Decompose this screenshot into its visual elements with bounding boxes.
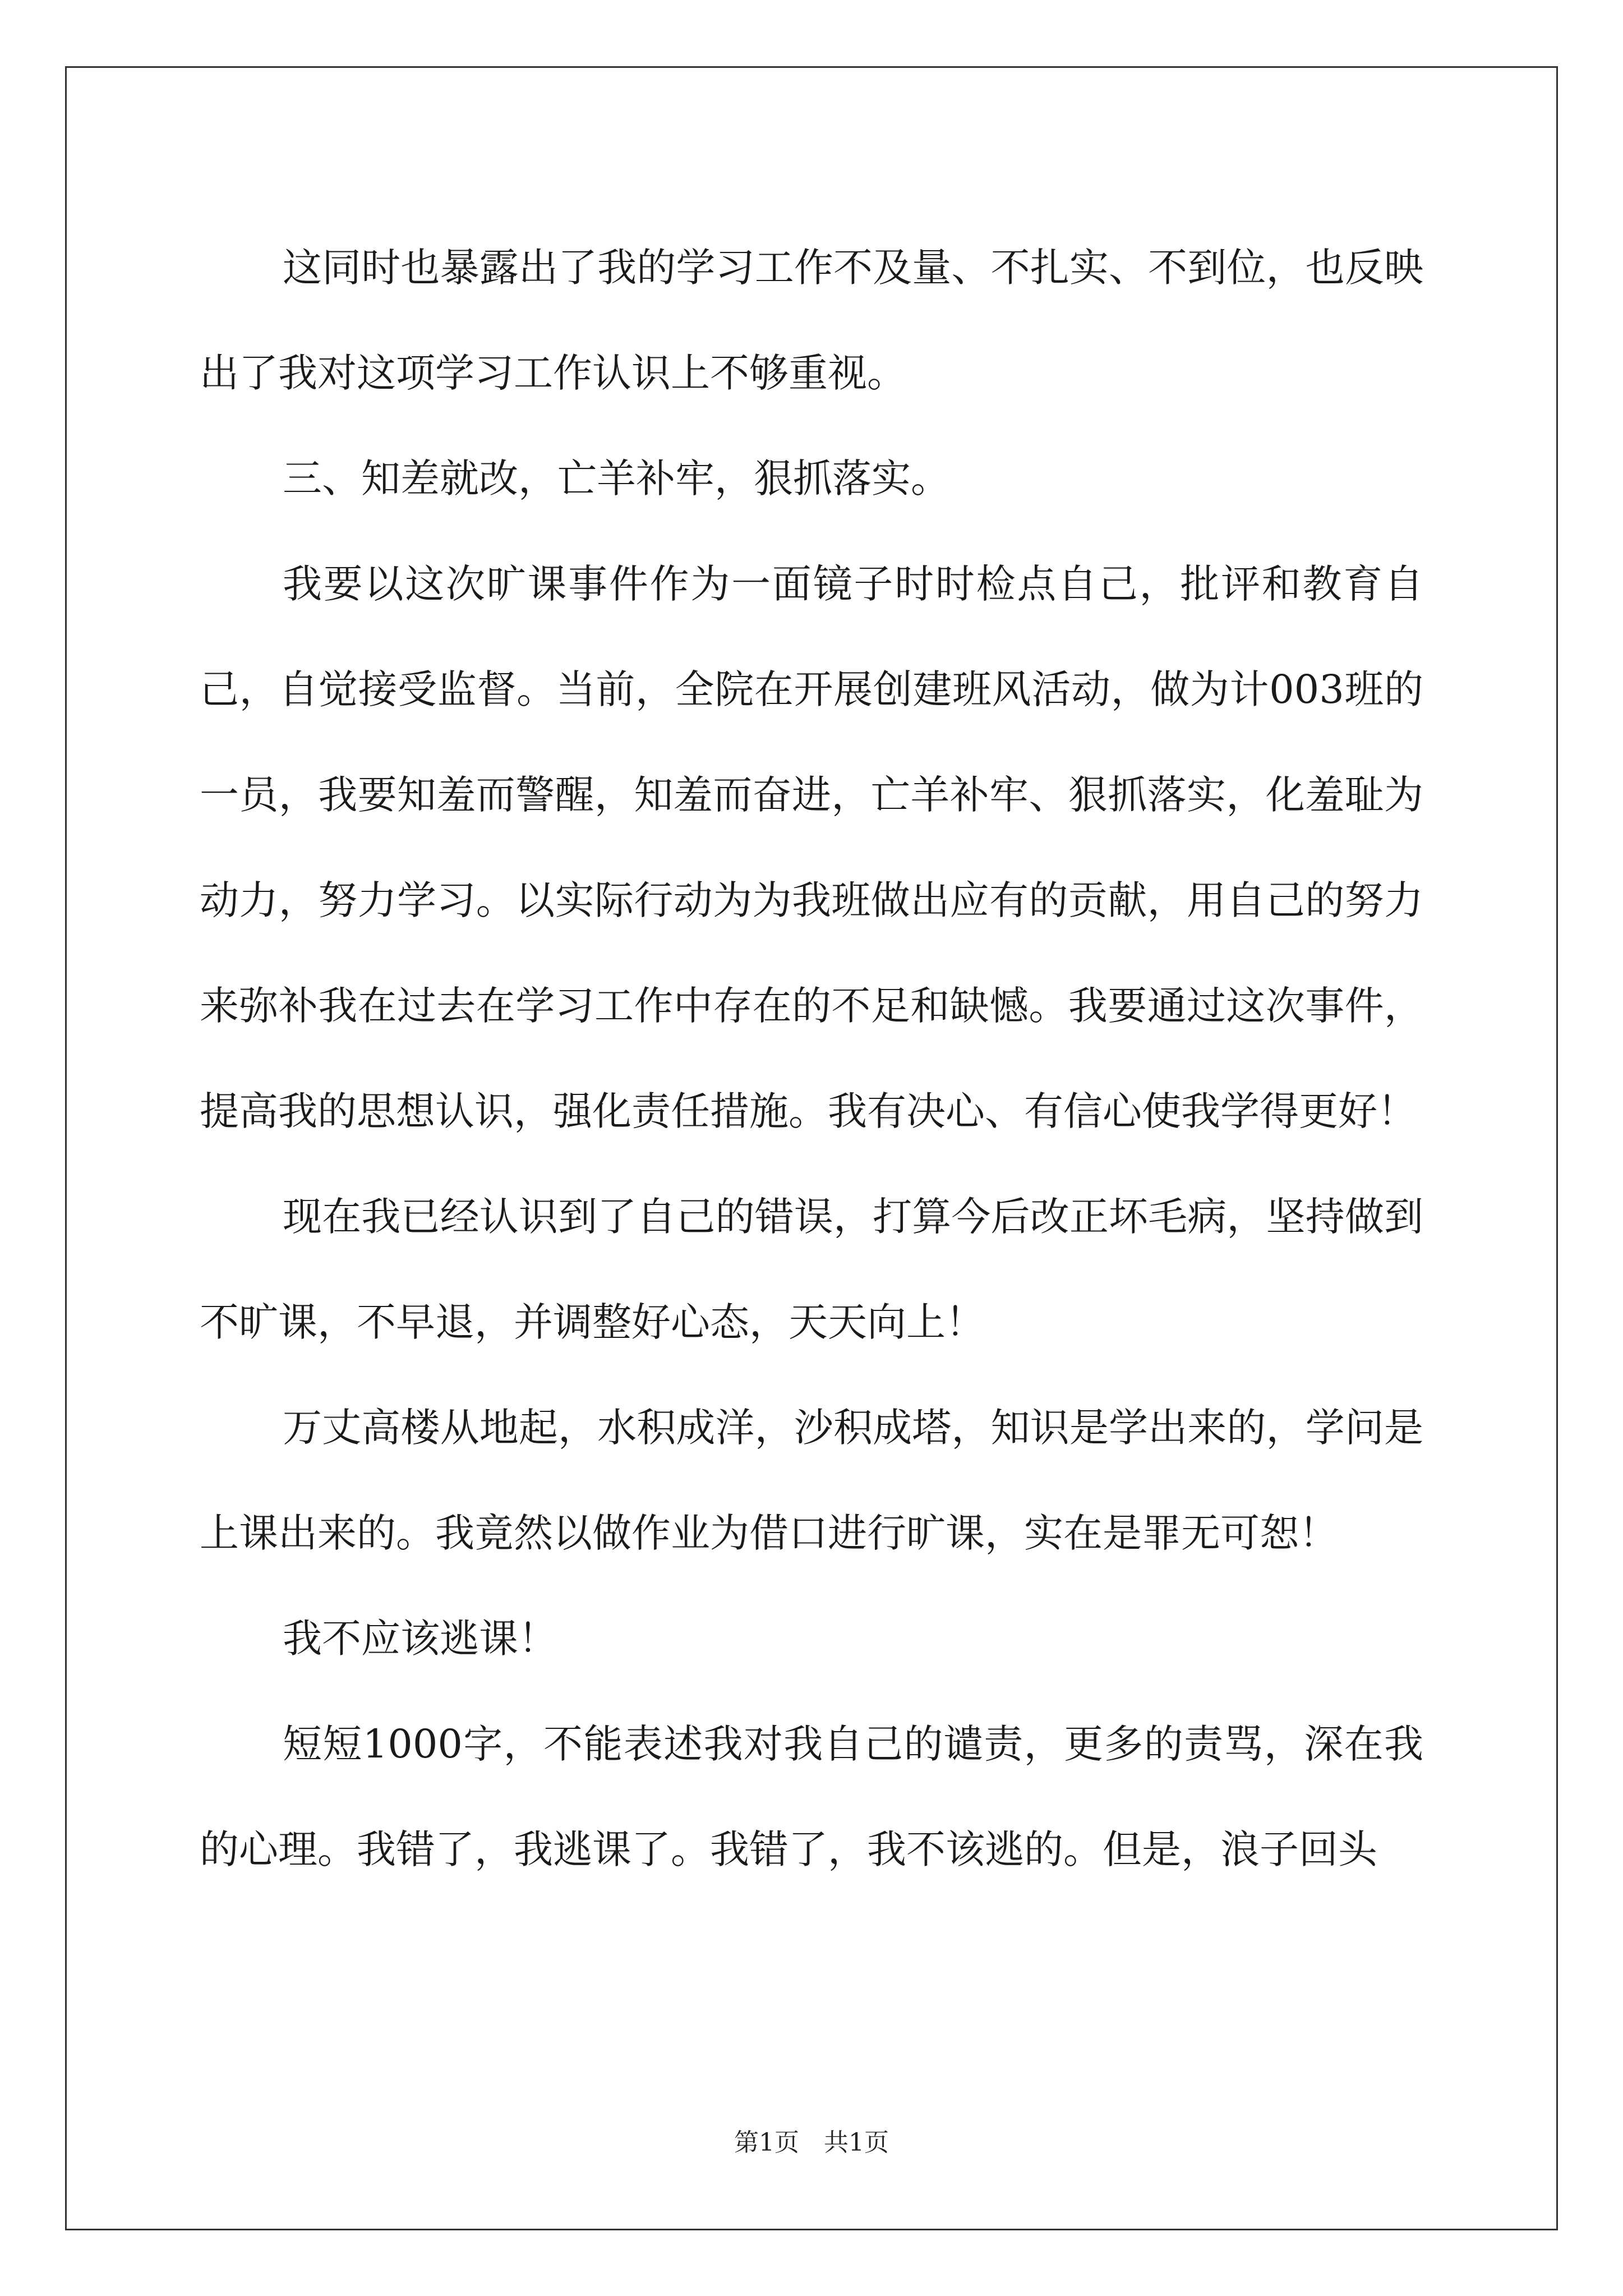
page-number-footer: 第1页 共1页 — [734, 2128, 889, 2157]
paragraph: 万丈高楼从地起，水积成洋，沙积成塔，知识是学出来的，学问是上课出来的。我竟然以做作业为借口进行旷课，实在是罪无可恕！ — [200, 1405, 1423, 1556]
paragraph: 我不应该逃课！ — [283, 1616, 557, 1662]
paragraph: 这同时也暴露出了我的学习工作不及量、不扎实、不到位，也反映出了我对这项学习工作认识上不够重视。 — [200, 245, 1423, 396]
paragraph: 现在我已经认识到了自己的错误，打算今后改正坏毛病，坚持做到不旷课，不早退，并调整好心态，天天向上！ — [200, 1194, 1423, 1345]
section-heading: 三、知差就改，亡羊补牢，狠抓落实。 — [283, 455, 950, 501]
document-body — [200, 215, 1423, 1902]
paragraph: 我要以这次旷课事件作为一面镜子时时检点自己，批评和教育自己，自觉接受监督。当前，全院在开展创建班风活动，做为计003班的一员，我要知羞而警醒，知羞而奋进，亡羊补牢、狠抓落实，化羞耻为动力，努力学习。以实际行动为为我班做出应有的贡献，用自己的努力来弥补我在过去在学习工作中存在的不足和缺憾。我要通过这次事件，提高我的思想认识，强化责任措施。我有决心、有信心使我学得更好！ — [200, 561, 1423, 1134]
paragraph: 短短1000字，不能表述我对我自己的谴责，更多的责骂，深在我的心理。我错了，我逃课了。我错了，我不该逃的。但是，浪子回头 — [200, 1721, 1423, 1872]
